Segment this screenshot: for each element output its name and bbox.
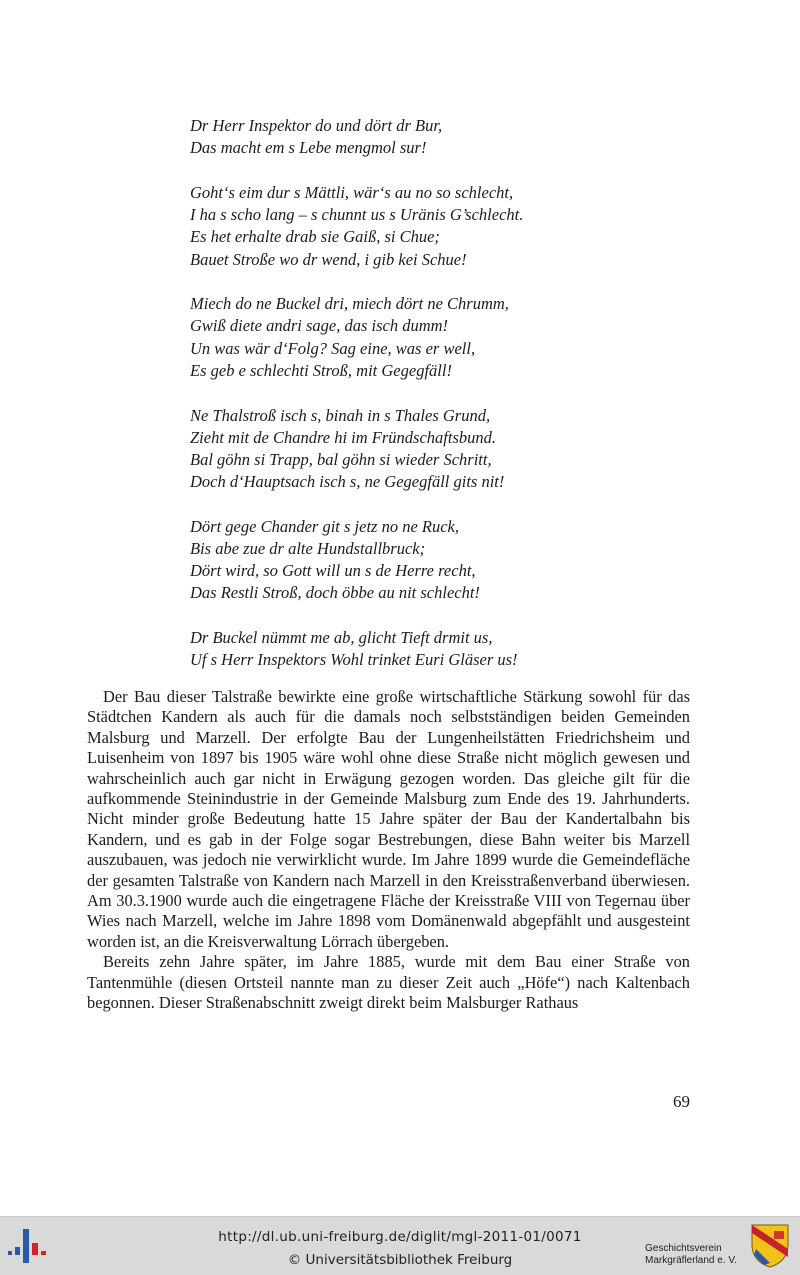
- poem-stanza: [190, 516, 710, 605]
- poem-line: Bal göhn si Trapp, bal göhn si wieder Schritt,: [190, 449, 492, 469]
- poem-line: Uf s Herr Inspektors Wohl trinket Euri Gläser us!: [190, 650, 518, 670]
- poem-line: Dört wird, so Gott will un s de Herre recht,: [190, 561, 476, 581]
- poem-line: Bis abe zue dr alte Hundstallbruck;: [190, 539, 426, 559]
- page-number: 69: [673, 1092, 690, 1111]
- poem-line: Doch d‘Hauptsach isch s, ne Gegegfäll gits nit!: [190, 472, 505, 492]
- poem-stanza: [190, 293, 710, 382]
- poem-stanza: [190, 182, 710, 271]
- poem-line: Es het erhalte drab sie Gaiß, si Chue;: [190, 227, 440, 247]
- prose-body: [87, 687, 690, 1014]
- poem-line: Ne Thalstroß isch s, binah in s Thales Grund,: [190, 405, 491, 425]
- poem-line: Zieht mit de Chandre hi im Fründschaftsbund.: [190, 427, 497, 447]
- poem-line: Dr Herr Inspektor do und dört dr Bur,: [190, 116, 443, 135]
- society-name: [645, 1243, 737, 1267]
- poem-stanza: [190, 405, 710, 494]
- poem-line: Dr Buckel nümmt me ab, glicht Tieft drmit us,: [190, 628, 493, 648]
- footer-bar: [0, 1216, 800, 1275]
- poem-line: Goht‘s eim dur s Mättli, wär‘s au no so schlecht,: [190, 182, 514, 202]
- ub-freiburg-logo-icon[interactable]: [8, 1227, 48, 1263]
- poem-line: Bauet Stroße wo dr wend, i gib kei Schue!: [190, 249, 467, 269]
- poem-line: Das Restli Stroß, doch öbbe au nit schlecht!: [190, 583, 480, 603]
- coat-of-arms-icon: [750, 1223, 790, 1269]
- prose-paragraph: Bereits zehn Jahre später, im Jahre 1885, wurde mit dem Bau einer Straße von Tantenmühle (diesen Ortsteil nannte man zu dieser Zeit auch „Höfe“) nach Kaltenbach begonnen. Dieser Straßenabschnitt zweigt direkt beim Malsburger Rathaus: [87, 952, 690, 1013]
- poem-line: Dört gege Chander git s jetz no ne Ruck,: [190, 516, 459, 536]
- prose-paragraph: Der Bau dieser Talstraße bewirkte eine große wirtschaftliche Stärkung sowohl für das Städtchen Kandern als auch für die damals noch selbstständigen beiden Gemeinden Malsburg und Marzell. Der erfolgte Bau der Lungenheilstätten Friedrichsheim und Luisenheim von 1897 bis 1905 wäre wohl ohne diese Straße nicht möglich gewesen und wahrscheinlich auch gar nicht in Erwägung gezogen worden. Das gleiche gilt für die aufkommende Steinindustrie in der Gemeinde Malsburg zum Ende des 19. Jahrhunderts. Nicht minder große Bedeutung hatte 15 Jahre später der Bau der Kandertalbahn bis Kandern, und es gab in der Folge sogar Bestrebungen, diese Bahn weiter bis Marzell auszubauen, was jedoch nie verwirklicht wurde. Im Jahre 1899 wurde die Gemeindefläche der gesamten Talstraße von Kandern nach Marzell in den Kreisstraßenverband überwiesen. Am 30.3.1900 wurde auch die eingetragene Fläche der Kreisstraße VIII von Tegernau über Wies nach Marzell, welche im Jahre 1898 vom Domänenwald abgepfählt und ausgesteint worden ist, an die Kreisverwaltung Lörrach übergeben.: [87, 687, 690, 951]
- poem-line: I ha s scho lang – s chunnt us s Uränis G’schlecht.: [190, 205, 524, 225]
- poem-line: Gwiß diete andri sage, das isch dumm!: [190, 316, 449, 336]
- poem-line: Es geb e schlechti Stroß, mit Gegegfäll!: [190, 360, 452, 380]
- society-name-line: Markgräflerland e. V.: [645, 1255, 737, 1266]
- poem: [190, 115, 710, 694]
- poem-line: Un was wär d‘Folg? Sag eine, was er well,: [190, 338, 476, 358]
- poem-stanza: [190, 115, 710, 159]
- poem-stanza: [190, 627, 710, 671]
- poem-line: Das macht em s Lebe mengmol sur!: [190, 138, 427, 158]
- footer-url-link[interactable]: http://dl.ub.uni-freiburg.de/diglit/mgl-2011-01/0071: [218, 1229, 582, 1245]
- footer-copyright: © Universitätsbibliothek Freiburg: [287, 1252, 513, 1268]
- poem-line: Miech do ne Buckel dri, miech dört ne Chrumm,: [190, 294, 509, 314]
- society-name-line: Geschichtsverein: [645, 1243, 722, 1254]
